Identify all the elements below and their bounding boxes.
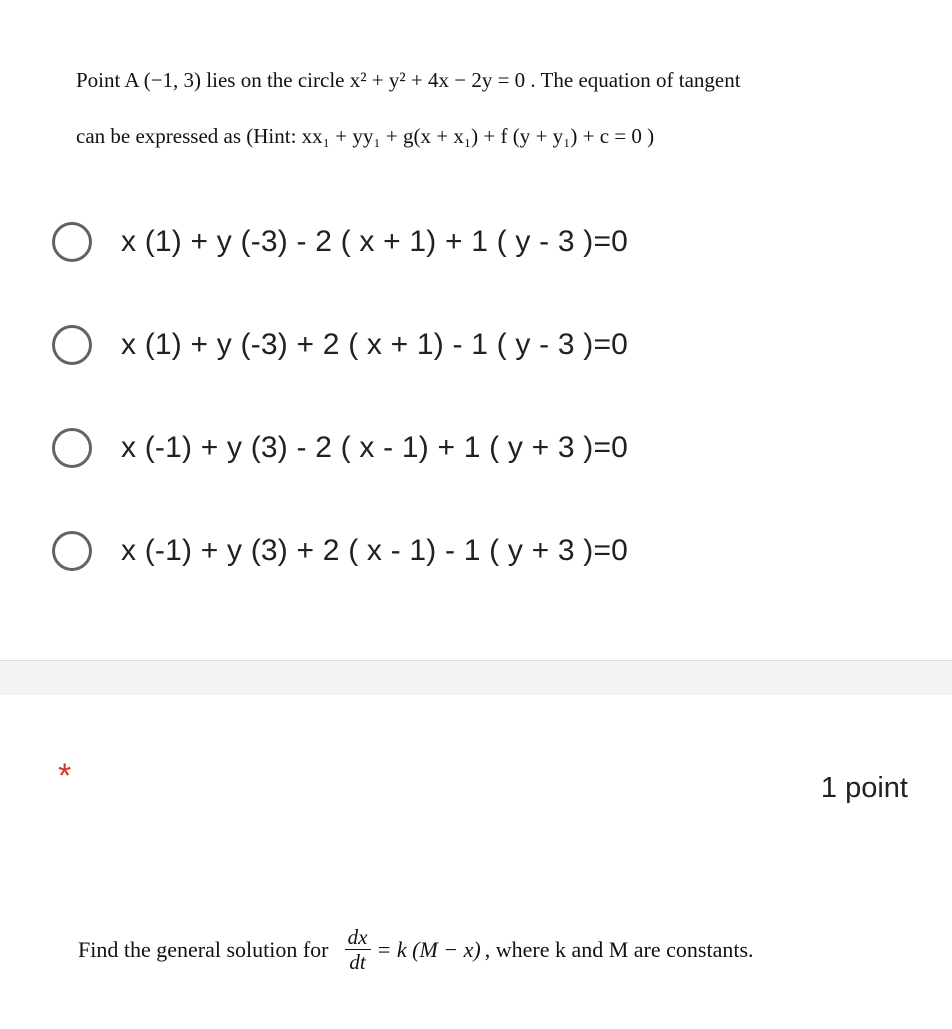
question-image-1 <box>76 52 916 164</box>
question-line-1: Point A (−1, 3) lies on the circle x² + y² + 4x − 2y = 0 . The equation of tangent <box>76 68 741 92</box>
option-label: x (1) + y (-3) - 2 ( x + 1) + 1 ( y - 3 )=0 <box>121 225 629 258</box>
required-asterisk: * <box>58 757 72 795</box>
question-image-2 <box>78 925 918 974</box>
question-2-prefix: Find the general solution for <box>78 936 329 962</box>
option-2[interactable] <box>52 319 628 371</box>
option-3[interactable] <box>52 422 628 474</box>
points-label: 1 point <box>820 772 908 804</box>
option-label: x (1) + y (-3) + 2 ( x + 1) - 1 ( y - 3 )=0 <box>121 328 629 361</box>
radio-button[interactable] <box>52 428 92 468</box>
option-4[interactable] <box>52 525 628 577</box>
question-2-suffix: , where k and M are constants. <box>484 936 754 962</box>
radio-button[interactable] <box>52 325 92 365</box>
question-line-2: can be expressed as (Hint: xx₁ + yy₁ + g(x + x₁) + f (y + y₁) + c = 0 ) <box>76 124 655 148</box>
fraction-numerator: dx <box>347 925 368 949</box>
fraction-denominator: dt <box>349 950 366 974</box>
equation-rest: = k (M − x) <box>376 936 481 962</box>
card-divider <box>0 660 952 696</box>
option-1[interactable] <box>52 216 628 268</box>
radio-button[interactable] <box>52 531 92 571</box>
radio-button[interactable] <box>52 222 92 262</box>
option-label: x (-1) + y (3) - 2 ( x - 1) + 1 ( y + 3 )=0 <box>121 431 629 464</box>
fraction <box>345 925 371 974</box>
option-label: x (-1) + y (3) + 2 ( x - 1) - 1 ( y + 3 )=0 <box>121 534 629 567</box>
question-card-2 <box>0 695 952 1029</box>
